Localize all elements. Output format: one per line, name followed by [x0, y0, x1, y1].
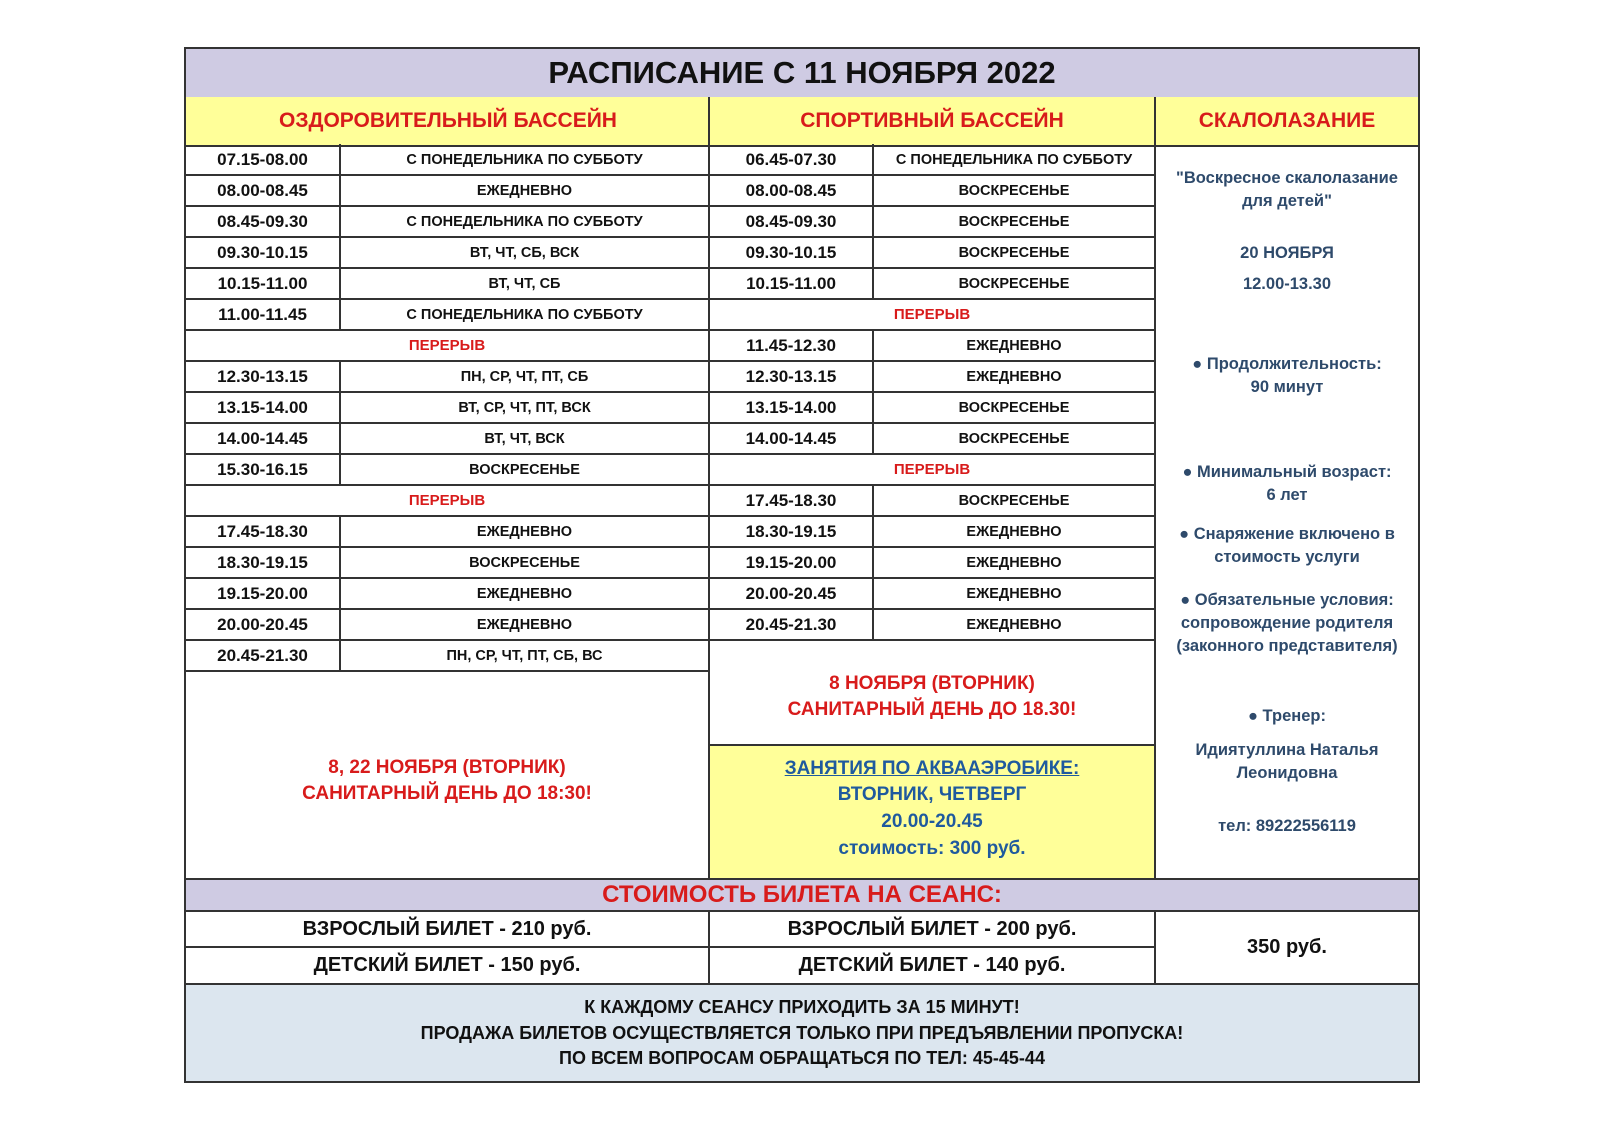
aqua-time: 20.00-20.45 — [881, 811, 983, 832]
sport-row-days: ВОСКРЕСЕНЬЕ — [958, 430, 1070, 447]
health-row-days: ЕЖЕДНЕВНО — [476, 616, 573, 633]
health-row-time: 17.45-18.30 — [217, 521, 308, 541]
sport-row-days: ВОСКРЕСЕНЬЕ — [958, 244, 1070, 261]
divider — [339, 175, 341, 207]
divider — [872, 516, 874, 548]
sport-row-days: С ПОНЕДЕЛЬНИКА ПО СУББОТУ — [895, 151, 1133, 168]
sport-row-time: 17.45-18.30 — [745, 490, 837, 510]
footer-line3: ПО ВСЕМ ВОПРОСАМ ОБРАЩАТЬСЯ ПО ТЕЛ: 45-45-44 — [559, 1048, 1045, 1068]
health-row-time: 18.30-19.15 — [217, 552, 308, 572]
health-row-days: ЕЖЕДНЕВНО — [476, 585, 573, 602]
climb-trainer-line2: Леонидовна — [1236, 764, 1338, 782]
health-row-days: ВОСКРЕСЕНЬЕ — [469, 554, 580, 571]
divider — [339, 547, 341, 579]
climb-phone: тел: 89222556119 — [1218, 817, 1356, 835]
divider — [339, 268, 341, 300]
divider — [872, 237, 874, 269]
health-row-days: С ПОНЕДЕЛЬНИКА ПО СУББОТУ — [406, 213, 643, 230]
divider — [872, 423, 874, 455]
sport-row-time: 13.15-14.00 — [745, 397, 837, 417]
divider — [872, 578, 874, 610]
health-row-days: ВТ, СР, ЧТ, ПТ, ВСК — [458, 399, 591, 416]
health-row-time: 13.15-14.00 — [217, 397, 308, 417]
health-row-time: 20.45-21.30 — [217, 645, 308, 665]
divider — [339, 361, 341, 393]
divider — [872, 547, 874, 579]
sport-row-time: 11.45-12.30 — [746, 335, 836, 355]
divider — [339, 423, 341, 455]
footer-notice — [186, 983, 1418, 1081]
page-title: РАСПИСАНИЕ С 11 НОЯБРЯ 2022 — [186, 49, 1418, 99]
sport-sanitary-text: САНИТАРНЫЙ ДЕНЬ ДО 18.30! — [787, 699, 1077, 720]
climb-age-value: 6 лет — [1266, 486, 1308, 504]
divider — [710, 639, 1154, 641]
health-row-days: ВОСКРЕСЕНЬЕ — [469, 461, 580, 478]
divider — [339, 609, 341, 641]
header-health-pool: ОЗДОРОВИТЕЛЬНЫЙ БАССЕЙН — [279, 109, 617, 132]
health-row-days: ПН, СР, ЧТ, ПТ, СБ, ВС — [446, 647, 603, 664]
divider — [872, 392, 874, 424]
health-row-days: ЕЖЕДНЕВНО — [476, 523, 573, 540]
health-row-time: 14.00-14.45 — [217, 428, 308, 448]
health-row-time: 08.45-09.30 — [217, 211, 308, 231]
divider — [872, 144, 874, 176]
climb-event-line2: для детей" — [1242, 192, 1332, 210]
divider — [872, 361, 874, 393]
divider — [872, 175, 874, 207]
divider — [339, 516, 341, 548]
health-sanitary-text: САНИТАРНЫЙ ДЕНЬ ДО 18:30! — [302, 783, 592, 804]
climb-event-line1: "Воскресное скалолазание — [1176, 169, 1398, 187]
sport-row-days: ВОСКРЕСЕНЬЕ — [958, 275, 1070, 292]
sport-row-time: 12.30-13.15 — [745, 366, 837, 386]
health-row-break: ПЕРЕРЫВ — [408, 492, 486, 509]
climb-date: 20 НОЯБРЯ — [1240, 244, 1334, 262]
divider — [186, 946, 1154, 948]
health-row-days: ВТ, ЧТ, ВСК — [484, 430, 565, 447]
health-row-time: 10.15-11.00 — [217, 273, 308, 293]
health-row-days: ВТ, ЧТ, СБ, ВСК — [469, 244, 580, 261]
divider — [339, 392, 341, 424]
divider — [339, 237, 341, 269]
climb-trainer-line1: Идиятуллина Наталья — [1195, 741, 1379, 759]
price-band-title: СТОИМОСТЬ БИЛЕТА НА СЕАНС: — [186, 878, 1418, 912]
sport-row-time: 14.00-14.45 — [745, 428, 837, 448]
health-row-days: ЕЖЕДНЕВНО — [476, 182, 573, 199]
climb-conditions-line3: (законного представителя) — [1176, 637, 1398, 655]
climbing-info — [1156, 145, 1418, 878]
sport-row-days: ЕЖЕДНЕВНО — [966, 554, 1062, 571]
divider — [339, 144, 341, 176]
sport-row-time: 10.15-11.00 — [746, 273, 836, 293]
health-row-time: 09.30-10.15 — [217, 242, 308, 262]
divider — [708, 97, 710, 145]
sport-row-days: ВОСКРЕСЕНЬЕ — [958, 492, 1070, 509]
sport-row-days: ВОСКРЕСЕНЬЕ — [958, 213, 1070, 230]
health-row-time: 20.00-20.45 — [217, 614, 308, 634]
sport-row-time: 20.00-20.45 — [745, 583, 837, 603]
sport-row-days: ЕЖЕДНЕВНО — [966, 616, 1062, 633]
sport-sanitary-date: 8 НОЯБРЯ (ВТОРНИК) — [829, 673, 1035, 694]
sport-row-break: ПЕРЕРЫВ — [893, 306, 971, 323]
divider — [708, 912, 710, 983]
divider — [872, 206, 874, 238]
divider — [339, 299, 341, 331]
divider — [872, 330, 874, 362]
divider — [1154, 97, 1156, 145]
health-row-time: 15.30-16.15 — [217, 459, 308, 479]
aqua-price: стоимость: 300 руб. — [838, 838, 1026, 859]
price-climbing: 350 руб. — [1247, 935, 1327, 958]
divider — [1154, 912, 1156, 983]
aqua-days: ВТОРНИК, ЧЕТВЕРГ — [837, 784, 1027, 805]
sport-row-time: 08.00-08.45 — [745, 180, 837, 200]
climb-time: 12.00-13.30 — [1242, 275, 1332, 293]
health-row-time: 12.30-13.15 — [217, 366, 308, 386]
climb-age-label: ● Минимальный возраст: — [1182, 463, 1392, 481]
sport-row-time: 09.30-10.15 — [745, 242, 837, 262]
schedule-sheet — [184, 47, 1420, 1083]
health-row-time: 07.15-08.00 — [217, 149, 308, 169]
divider — [872, 268, 874, 300]
climb-equipment-line1: ● Снаряжение включено в — [1179, 525, 1395, 543]
climb-equipment-line2: стоимость услуги — [1214, 548, 1360, 566]
health-row-time: 11.00-11.45 — [218, 304, 307, 324]
health-row-days: ПН, СР, ЧТ, ПТ, СБ — [460, 368, 589, 385]
sport-row-days: ЕЖЕДНЕВНО — [966, 523, 1062, 540]
climb-conditions-line2: сопровождение родителя — [1180, 614, 1394, 632]
sport-row-time: 08.45-09.30 — [745, 211, 837, 231]
climb-duration-value: 90 минут — [1250, 378, 1324, 396]
health-row-days: С ПОНЕДЕЛЬНИКА ПО СУББОТУ — [406, 151, 643, 168]
sport-row-days: ВОСКРЕСЕНЬЕ — [958, 399, 1070, 416]
divider — [339, 578, 341, 610]
aqua-title: ЗАНЯТИЯ ПО АКВААЭРОБИКЕ: — [784, 758, 1080, 779]
divider — [186, 670, 708, 672]
header-climbing: СКАЛОЛАЗАНИЕ — [1198, 109, 1376, 132]
divider — [339, 206, 341, 238]
health-row-break: ПЕРЕРЫВ — [408, 337, 486, 354]
health-sanitary-date: 8, 22 НОЯБРЯ (ВТОРНИК) — [328, 757, 566, 778]
sport-row-days: ЕЖЕДНЕВНО — [966, 337, 1062, 354]
sport-row-days: ВОСКРЕСЕНЬЕ — [958, 182, 1070, 199]
sport-row-time: 20.45-21.30 — [745, 614, 837, 634]
divider — [872, 609, 874, 641]
health-row-time: 08.00-08.45 — [217, 180, 308, 200]
health-row-days: С ПОНЕДЕЛЬНИКА ПО СУББОТУ — [406, 306, 643, 323]
health-row-time: 19.15-20.00 — [217, 583, 308, 603]
footer-line1: К КАЖДОМУ СЕАНСУ ПРИХОДИТЬ ЗА 15 МИНУТ! — [584, 997, 1020, 1017]
section-headers — [186, 97, 1418, 147]
sport-sanitary-note — [710, 671, 1154, 723]
footer-line2: ПРОДАЖА БИЛЕТОВ ОСУЩЕСТВЛЯЕТСЯ ТОЛЬКО ПРИ ПРЕДЪЯВЛЕНИИ ПРОПУСКА! — [420, 1023, 1184, 1043]
divider — [339, 454, 341, 486]
health-row-days: ВТ, ЧТ, СБ — [488, 275, 561, 292]
sport-row-time: 06.45-07.30 — [745, 149, 837, 169]
divider — [339, 640, 341, 672]
price-health-adult: ВЗРОСЛЫЙ БИЛЕТ - 210 руб. — [302, 917, 592, 940]
price-sport-child: ДЕТСКИЙ БИЛЕТ - 140 руб. — [798, 953, 1066, 976]
climb-trainer-label: ● Тренер: — [1248, 707, 1326, 725]
climb-duration-label: ● Продолжительность: — [1192, 355, 1382, 373]
price-health-child: ДЕТСКИЙ БИЛЕТ - 150 руб. — [313, 953, 581, 976]
divider — [872, 485, 874, 517]
sport-row-time: 19.15-20.00 — [745, 552, 837, 572]
sport-row-break: ПЕРЕРЫВ — [893, 461, 971, 478]
aqua-aerobics-box — [710, 746, 1154, 878]
health-sanitary-note — [186, 755, 708, 807]
header-sport-pool: СПОРТИВНЫЙ БАССЕЙН — [800, 109, 1064, 132]
sport-row-days: ЕЖЕДНЕВНО — [966, 368, 1062, 385]
climb-conditions-line1: ● Обязательные условия: — [1180, 591, 1394, 609]
sport-row-days: ЕЖЕДНЕВНО — [966, 585, 1062, 602]
price-sport-adult: ВЗРОСЛЫЙ БИЛЕТ - 200 руб. — [787, 917, 1077, 940]
sport-row-time: 18.30-19.15 — [745, 521, 837, 541]
